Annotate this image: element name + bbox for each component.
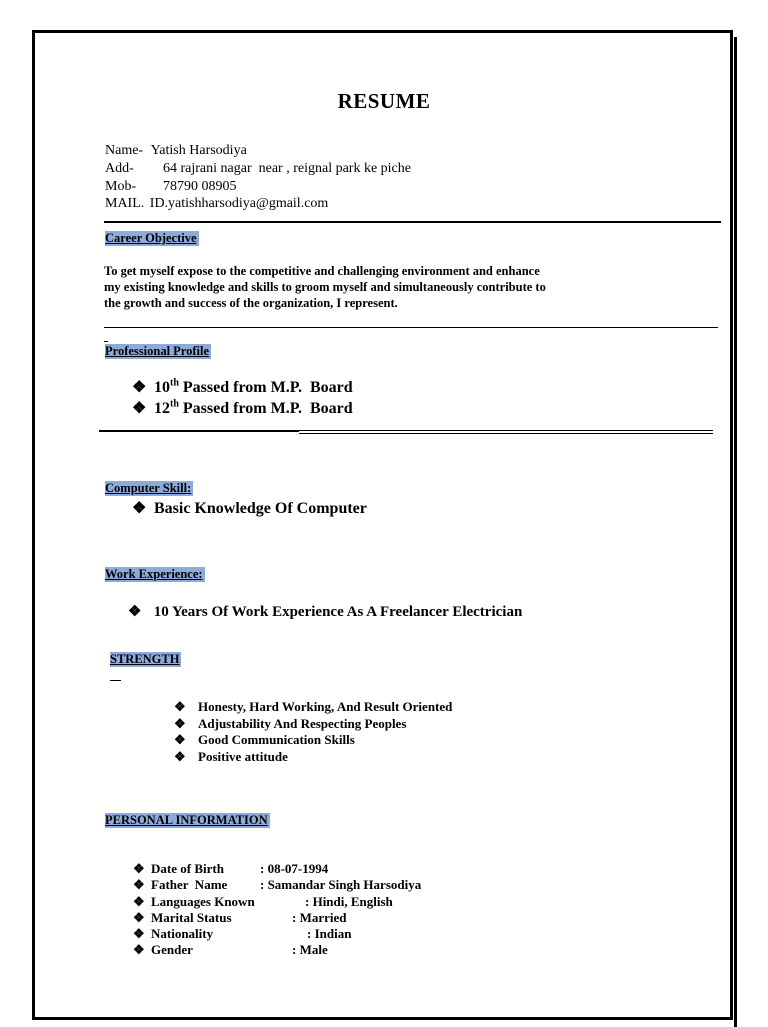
divider-double-right-bottom	[299, 433, 713, 434]
bullet-diamond-icon: ❖	[133, 893, 145, 909]
computer-skill-item	[132, 498, 367, 518]
bullet-diamond-icon: ❖	[174, 699, 186, 714]
bullet-diamond-icon: ❖	[128, 604, 142, 620]
bullet-diamond-icon: ❖	[174, 748, 186, 764]
page-title: RESUME	[337, 89, 431, 113]
email-value: ID.yatishharsodiya@gmail.com	[149, 196, 329, 211]
computer-skill-heading: Computer Skill:	[105, 481, 192, 495]
personal-info-value: : Samandar Singh Harsodiya	[260, 877, 422, 893]
profile-item-suffix: th	[170, 377, 179, 389]
profile-item-number: 12	[154, 400, 170, 417]
strength-text: Adjustability And Respecting Peoples	[198, 715, 407, 731]
professional-profile-heading: Professional Profile	[105, 344, 210, 358]
contact-mobile-line	[105, 178, 237, 196]
personal-info-label: Marital Status	[151, 909, 232, 925]
career-objective-text	[104, 263, 664, 311]
bullet-diamond-icon: ❖	[133, 861, 145, 876]
bullet-diamond-icon: ❖	[174, 732, 186, 747]
email-label: MAIL.	[105, 196, 145, 211]
bullet-diamond-icon: ❖	[132, 379, 147, 396]
personal-information-heading: PERSONAL INFORMATION	[105, 813, 268, 827]
work-experience-text: 10 Years Of Work Experience As A Freelancer Electrician	[153, 604, 523, 620]
career-objective-heading: Career Objective	[105, 231, 197, 245]
bullet-diamond-icon: ❖	[133, 877, 145, 893]
mobile-value: 78790 08905	[163, 179, 237, 194]
bullet-diamond-icon: ❖	[132, 400, 147, 417]
personal-info-value: : Male	[292, 942, 328, 958]
personal-info-value: : Hindi, English	[305, 893, 393, 909]
strength-text: Honesty, Hard Working, And Result Oriented	[198, 699, 453, 714]
profile-item-text: Passed from M.P. Board	[178, 379, 353, 396]
contact-address-line	[105, 160, 411, 178]
bullet-diamond-icon: ❖	[132, 500, 147, 517]
personal-info-label: Nationality	[151, 926, 214, 942]
contact-name-line	[105, 142, 247, 160]
strength-item	[174, 716, 452, 733]
personal-info-label: Date of Birth	[151, 861, 224, 876]
work-experience-item	[128, 602, 522, 621]
divider-thick	[104, 221, 721, 223]
bullet-diamond-icon: ❖	[133, 926, 145, 942]
address-value: 64 rajrani nagar near , reignal park ke piche	[163, 161, 411, 176]
personal-info-value: : Indian	[307, 926, 352, 942]
work-experience-heading: Work Experience:	[105, 567, 203, 581]
objective-line: To get myself expose to the competitive and challenging environment and enhance	[104, 264, 540, 278]
personal-info-value: : Married	[292, 909, 347, 925]
profile-item	[132, 398, 353, 418]
name-label: Name-	[105, 143, 144, 158]
mobile-label: Mob-	[105, 179, 137, 194]
strength-item	[174, 732, 452, 749]
profile-item-suffix: th	[170, 398, 179, 410]
personal-info-value: : 08-07-1994	[260, 861, 329, 876]
profile-item-text: Passed from M.P. Board	[178, 400, 353, 417]
address-label: Add-	[105, 161, 134, 176]
bullet-diamond-icon: ❖	[133, 909, 145, 925]
strength-text: Good Communication Skills	[198, 732, 355, 747]
computer-skill-text: Basic Knowledge Of Computer	[154, 500, 367, 517]
profile-item-number: 10	[154, 379, 170, 396]
profile-item	[132, 377, 353, 397]
objective-line: the growth and success of the organization, I represent.	[104, 296, 398, 310]
divider-thin	[104, 327, 718, 328]
strength-list	[174, 699, 452, 765]
divider-tick	[104, 341, 108, 342]
strength-text: Positive attitude	[198, 748, 288, 764]
name-value: Yatish Harsodiya	[150, 143, 247, 158]
divider-double-left	[99, 430, 299, 432]
bullet-diamond-icon: ❖	[174, 715, 186, 731]
personal-info-label: Languages Known	[151, 893, 255, 909]
strength-item	[174, 699, 452, 716]
divider-double-right-top	[299, 430, 713, 431]
contact-email-line	[105, 195, 328, 213]
strength-dash	[110, 680, 121, 681]
personal-info-label: Father Name	[151, 877, 228, 893]
personal-info-label: Gender	[151, 942, 193, 958]
bullet-diamond-icon: ❖	[133, 942, 145, 958]
strength-heading: STRENGTH	[110, 652, 180, 666]
strength-item	[174, 749, 452, 766]
objective-line: my existing knowledge and skills to groom myself and simultaneously contribute to	[104, 280, 546, 294]
